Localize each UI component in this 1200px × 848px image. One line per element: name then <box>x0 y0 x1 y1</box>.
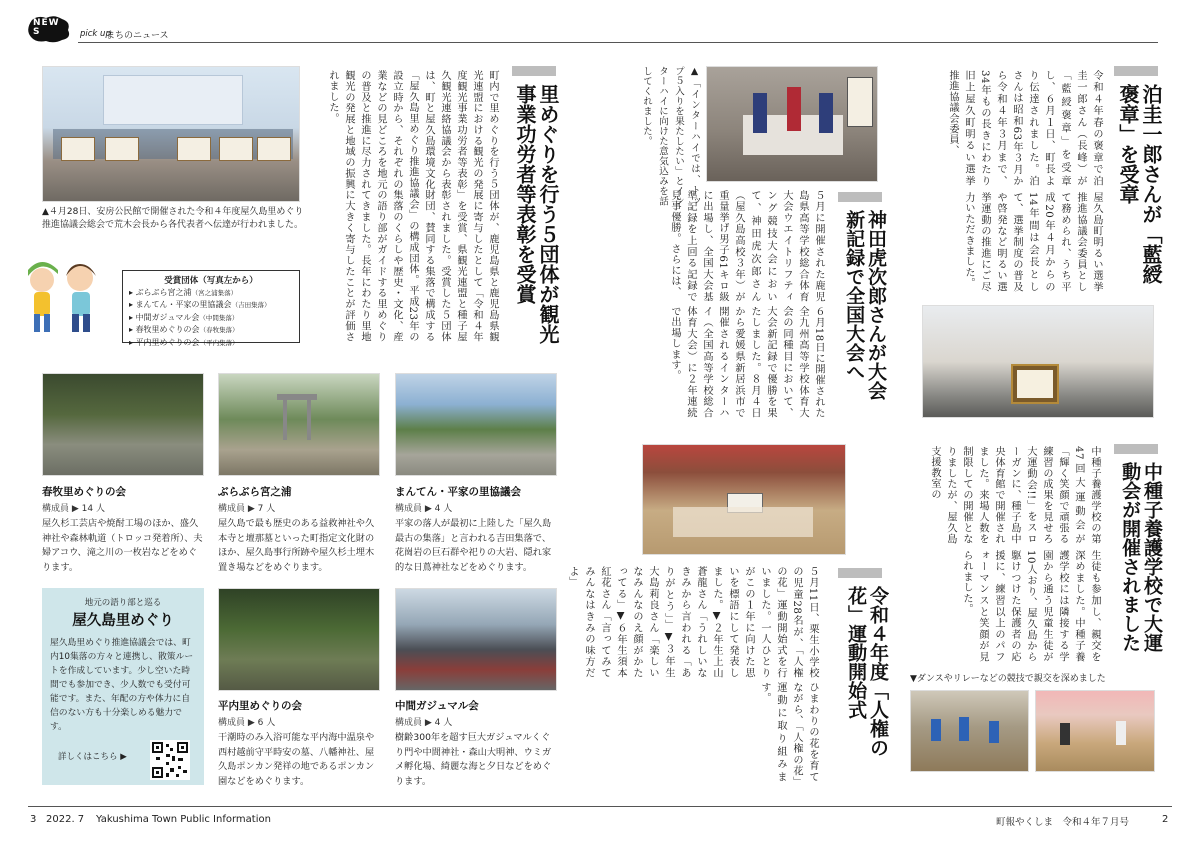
article4-body2: 生徒も参加し、親交を深めました。中種子養護学校には隣接する学園から通う児童生徒が10人おり、屋久島から駆けつけた保護者の応援に、練習以上のパフォーマンスと笑顔が見られました。 <box>961 550 1100 662</box>
article4-title-bar <box>1114 444 1158 454</box>
group-hirauchi <box>218 698 382 789</box>
group-photo-hirauchi <box>218 588 380 691</box>
group-name: 中間ガジュマル会 <box>395 700 479 712</box>
group-photo-harumaki <box>42 373 204 476</box>
article2-body1: 令和４年春の褒章で泊圭一郎さん（長峰）が「藍綬褒章」を受章し、６月１日、町長より伝達されました。泊さんは昭和63年３月から令和４年３月まで、34年もの長きにわたり旧上屋久町明るい選挙推進協議会委員、 <box>947 70 1102 186</box>
article4-caption: ▼ダンスやリレーなどの競技で親交を深めました <box>910 674 1106 684</box>
article2-title: 泊圭一郎さんが「藍綬褒章」を受章 <box>1116 84 1163 284</box>
winner-item: ▸ 春牧里めぐりの会（春牧集落） <box>129 325 239 335</box>
footer <box>0 800 1200 848</box>
winner-item: ▸ 平内里めぐりの会（平内集落） <box>129 337 239 347</box>
article5-body2: ひまわりの花を育てながら、「人権の花」運動に取り組みます。 <box>759 682 818 782</box>
news-logo-text: NEWS <box>33 18 60 37</box>
article3-quote: ▲「インターハイでは、トップ５入りを果たしたい」とインターハイに向けた意気込みを話してくれました。 <box>641 66 700 206</box>
group-nakama <box>395 698 559 789</box>
article1-title: 里めぐりを行う５団体が観光事業功労者等表彰を受賞 <box>513 84 560 344</box>
mascot-illustration-icon <box>18 250 112 342</box>
footer-left-pub: Yakushima Town Public Information <box>96 814 271 825</box>
footer-right-pub: 町報やくしま 令和４年７月号 <box>996 817 1130 828</box>
article3-title-bar <box>838 192 882 202</box>
article2-photo <box>922 305 1154 418</box>
article3-photo <box>706 66 878 182</box>
article5-body1: ５月11日、栗生小学校の児童28名が、「人権の花」運動開始式を行いました。一人ひとりがこの１年に向けた思いを標語にして発表しました。▼２年生上山蒼龍さん「うれしいなきみから言われる「ありがとう」」▼３年生大島莉良さん「楽しいなみんなのえ顔がかたってる」▼６年生須本紅花さん「言ってみてみんなはきみの味方だよ」 <box>567 566 818 678</box>
header-rule <box>78 42 1158 43</box>
infobox-sub: 地元の語り部と巡る <box>84 598 162 608</box>
article4-photo-relay <box>1035 690 1155 772</box>
footer-left-page: 3 <box>30 814 37 825</box>
group-photo-nakama <box>395 588 557 691</box>
group-members: 構成員 ▶ 4 人 <box>395 718 453 728</box>
article3-body1: ５月に開催された鹿児島県高等学校総合体育大会ウエイトリフティング競技大会において、神田虎次郎さん（屋久島高校３年）が重量挙げ男子61キロ級に出場し、全国大会基準記録を上回る記録で見事優勝。さらには、 <box>669 190 824 302</box>
infobox-link[interactable]: 詳しくはこちら ▶ <box>58 752 127 762</box>
winner-item: ▸ ぶらぶら宮之浦（宮之浦集落） <box>129 288 238 297</box>
group-members: 構成員 ▶ 6 人 <box>218 718 276 728</box>
article1-body: 町内で里めぐりを行う５団体が、鹿児島県と鹿児島県観光連盟における観光の発展に寄与したとして「令和４年度観光事業功労者等表彰」を受賞、県観光連盟と種子屋久観光連絡協議会から表彰されました。受賞した５団体は、町と屋久島環境文化財団、賛同する集落で構成する「屋久島里めぐり推進協議会」の構成団体。平成23年の設立時から、それぞれの集落のくらしや歴史・文化、産業などの見どころを地元の語り部がガイドする里めぐりの普及と推進に尽力されてきました。長年にわたり里地観光の発展と地域の振興に大きく寄与したことが評価されました。 <box>327 70 498 342</box>
article4-title: 中種子養護学校で大運動会が開催されました <box>1119 462 1163 652</box>
group-members: 構成員 ▶ 7 人 <box>218 504 276 514</box>
qr-code-icon[interactable] <box>150 740 190 780</box>
article2-title-bar <box>1114 66 1158 76</box>
group-name: ぶらぶら宮之浦 <box>218 486 292 498</box>
group-members: 構成員 ▶ 4 人 <box>395 504 453 514</box>
pickup-label: pick up <box>80 29 111 39</box>
article5-photo <box>642 444 846 555</box>
footer-left-date: 2022. 7 <box>46 814 85 825</box>
article1-photo <box>42 66 300 202</box>
group-desc: 干潮時のみ入浴可能な平内海中温泉や西村越前守平時安の墓、八幡神社、屋久島ポンカン発祥の地であるポンカン園などをめぐります。 <box>218 732 375 787</box>
group-desc: 樹齢300年を超す巨大ガジュマルくぐり門や中間神社・森山大明神、ウミガメ孵化場、綺麗な海と夕日などをめぐります。 <box>395 732 552 787</box>
winners-title: 受賞団体（写真左から） <box>164 276 258 286</box>
article5-title-bar <box>838 568 882 578</box>
group-members: 構成員 ▶ 14 人 <box>42 504 105 514</box>
footer-rule <box>28 806 1172 807</box>
group-name: 春牧里めぐりの会 <box>42 486 126 498</box>
article5-title: 令和４年度「人権の花」運動開始式 <box>845 586 889 757</box>
group-desc: 平家の落人が最初に上陸した「屋久島最古の集落」と言われる吉田集落で、花崗岩の巨石群や祀りの大岩、隠れ家的な日蔦神社などをめぐります。 <box>395 518 552 573</box>
section-label: まちのニュース <box>106 31 169 41</box>
article1-title-bar <box>512 66 556 76</box>
article1-photo-caption: ▲４月28日、安房公民館で開催された令和４年度屋久島里めぐり推進協議会総会で荒木会長から各代表者へ伝達が行われました。 <box>42 207 304 230</box>
article2-body2: 屋久島町明るい選挙推進協議会委員として務められ、うち平成20年４月からの14年間は会長として、選挙制度の普及や啓発など明るい選挙運動の推進にご尽力いただきました。 <box>963 192 1102 292</box>
group-miyanoura <box>218 484 382 575</box>
group-photo-miyanoura <box>218 373 380 476</box>
winners-box <box>122 270 300 347</box>
group-photo-manten <box>395 373 557 476</box>
group-desc: 屋久島で最も歴史のある益救神社や久本寺と壇那墓といった町指定文化財のほか、屋久島事行所跡や屋久杉土埋木置き場などをめぐります。 <box>218 518 375 573</box>
group-manten <box>395 484 559 575</box>
group-desc: 屋久杉工芸店や焼酎工場のほか、盛久神社や森林軌道（トロッコ発着所）、夫婦アコウ、滝之川の一枚岩などをめぐります。 <box>42 518 203 573</box>
article3-title: 神田虎次郎さんが大会新記録で全国大会へ <box>843 210 887 400</box>
article4-photo-dance <box>910 690 1029 772</box>
winner-item: ▸ 中間ガジュマル会（中間集落） <box>129 312 239 322</box>
header <box>0 0 1200 46</box>
infobox-title: 屋久島里めぐり <box>72 613 174 629</box>
article4-body1: 中種子養護学校の第47回大運動会が「輝く笑顔で頑張る練習の成果を見せろ大運動会!!」をスローガンに、種子島中央体育館で開催されました。来場人数を制限しての開催となりましたが、屋久島支援教室の <box>929 446 1100 544</box>
group-harumaki <box>42 484 206 575</box>
footer-right-page: 2 <box>1162 814 1169 825</box>
infobox-body: 屋久島里めぐり推進協議会では、町内10集落の方々と連携し、散策ルートを作成しています。少し空いた時間でも参加でき、少人数でも受付可能です。また、年配の方や体力に自信のない方も十分楽しめる魅力です。 <box>50 638 194 732</box>
article3-body2: ６月18日に開催された全九州高等学校体育大会の同種目において、大会新記録で優勝を果たしました。８月４日から愛媛県新居浜市で開催されるインターハイ（全国高等学校総合体育大会）に２年連続で出場します。 <box>669 306 824 418</box>
satomeguri-infobox <box>42 588 204 785</box>
group-name: 平内里めぐりの会 <box>218 700 302 712</box>
winner-item: ▸ まんてん・平家の里協議会（吉田集落） <box>129 300 271 310</box>
group-name: まんてん・平家の里協議会 <box>395 486 521 498</box>
